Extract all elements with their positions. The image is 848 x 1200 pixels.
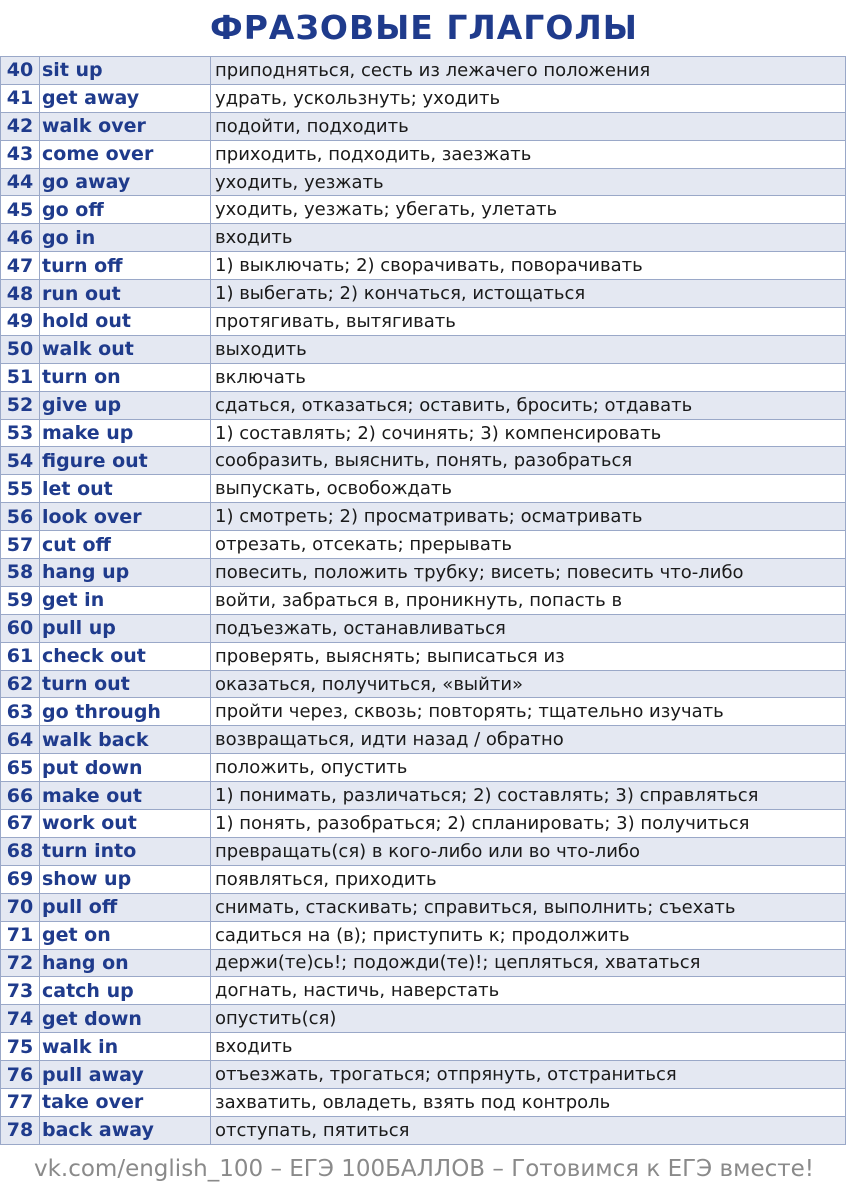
row-number: 44 xyxy=(1,169,40,196)
row-number: 74 xyxy=(1,1005,40,1032)
table-row xyxy=(1,1005,846,1033)
row-number: 67 xyxy=(1,810,40,837)
row-number: 62 xyxy=(1,671,40,698)
phrasal-verb: get on xyxy=(40,922,211,949)
verb-translation: сдаться, отказаться; оставить, бросить; отдавать xyxy=(211,392,846,419)
table-row xyxy=(1,420,846,448)
phrasal-verb: get away xyxy=(40,85,211,112)
row-number: 61 xyxy=(1,643,40,670)
verb-translation: отрезать, отсекать; прерывать xyxy=(211,531,846,558)
table-row xyxy=(1,57,846,85)
phrasal-verb: cut off xyxy=(40,531,211,558)
row-number: 71 xyxy=(1,922,40,949)
verb-translation: 1) выбегать; 2) кончаться, истощаться xyxy=(211,280,846,307)
table-row xyxy=(1,531,846,559)
table-row xyxy=(1,587,846,615)
verb-translation: выходить xyxy=(211,336,846,363)
row-number: 48 xyxy=(1,280,40,307)
table-row xyxy=(1,252,846,280)
table-row xyxy=(1,475,846,503)
page-title: ФРАЗОВЫЕ ГЛАГОЛЫ xyxy=(210,8,638,47)
phrasal-verb: go in xyxy=(40,224,211,251)
row-number: 66 xyxy=(1,782,40,809)
row-number: 60 xyxy=(1,615,40,642)
verb-translation: оказаться, получиться, «выйти» xyxy=(211,671,846,698)
row-number: 58 xyxy=(1,559,40,586)
row-number: 50 xyxy=(1,336,40,363)
table-row xyxy=(1,169,846,197)
phrasal-verbs-table xyxy=(0,56,846,1145)
phrasal-verb: go through xyxy=(40,698,211,725)
verb-translation: протягивать, вытягивать xyxy=(211,308,846,335)
table-row xyxy=(1,698,846,726)
verb-translation: входить xyxy=(211,1033,846,1060)
phrasal-verb: put down xyxy=(40,754,211,781)
verb-translation: сообразить, выяснить, понять, разобраться xyxy=(211,447,846,474)
verb-translation: положить, опустить xyxy=(211,754,846,781)
footer-credit: vk.com/english_100 – ЕГЭ 100БАЛЛОВ – Готовимся к ЕГЭ вместе! xyxy=(33,1156,815,1182)
verb-translation: 1) выключать; 2) сворачивать, поворачивать xyxy=(211,252,846,279)
verb-translation: включать xyxy=(211,364,846,391)
table-row xyxy=(1,141,846,169)
row-number: 70 xyxy=(1,894,40,921)
phrasal-verb: pull away xyxy=(40,1061,211,1088)
row-number: 43 xyxy=(1,141,40,168)
table-row xyxy=(1,224,846,252)
phrasal-verb: turn out xyxy=(40,671,211,698)
row-number: 55 xyxy=(1,475,40,502)
verb-translation: догнать, настичь, наверстать xyxy=(211,977,846,1004)
phrasal-verb: hold out xyxy=(40,308,211,335)
verb-translation: удрать, ускользнуть; уходить xyxy=(211,85,846,112)
phrasal-verb: turn into xyxy=(40,838,211,865)
table-row xyxy=(1,838,846,866)
phrasal-verb: walk out xyxy=(40,336,211,363)
phrasal-verb: hang on xyxy=(40,950,211,977)
verb-translation: повесить, положить трубку; висеть; повесить что-либо xyxy=(211,559,846,586)
verb-translation: отступать, пятиться xyxy=(211,1117,846,1144)
table-row xyxy=(1,866,846,894)
table-row xyxy=(1,364,846,392)
phrasal-verb: walk in xyxy=(40,1033,211,1060)
verb-translation: 1) понять, разобраться; 2) спланировать; 3) получиться xyxy=(211,810,846,837)
phrasal-verb: look over xyxy=(40,503,211,530)
table-row xyxy=(1,308,846,336)
verb-translation: возвращаться, идти назад / обратно xyxy=(211,726,846,753)
phrasal-verb: pull off xyxy=(40,894,211,921)
phrasal-verb: sit up xyxy=(40,57,211,84)
verb-translation: 1) понимать, различаться; 2) составлять; 3) справляться xyxy=(211,782,846,809)
phrasal-verb: come over xyxy=(40,141,211,168)
table-row xyxy=(1,113,846,141)
table-row xyxy=(1,1061,846,1089)
verb-translation: снимать, стаскивать; справиться, выполнить; съехать xyxy=(211,894,846,921)
row-number: 45 xyxy=(1,196,40,223)
row-number: 59 xyxy=(1,587,40,614)
phrasal-verb: go off xyxy=(40,196,211,223)
verb-translation: превращать(ся) в кого-либо или во что-либо xyxy=(211,838,846,865)
phrasal-verb: make up xyxy=(40,420,211,447)
table-row xyxy=(1,894,846,922)
verb-translation: пройти через, сквозь; повторять; тщательно изучать xyxy=(211,698,846,725)
row-number: 76 xyxy=(1,1061,40,1088)
row-number: 54 xyxy=(1,447,40,474)
table-row xyxy=(1,643,846,671)
phrasal-verb: back away xyxy=(40,1117,211,1144)
table-row xyxy=(1,782,846,810)
verb-translation: выпускать, освобождать xyxy=(211,475,846,502)
phrasal-verb: turn on xyxy=(40,364,211,391)
row-number: 77 xyxy=(1,1089,40,1116)
verb-translation: появляться, приходить xyxy=(211,866,846,893)
row-number: 64 xyxy=(1,726,40,753)
row-number: 68 xyxy=(1,838,40,865)
row-number: 41 xyxy=(1,85,40,112)
table-row xyxy=(1,336,846,364)
row-number: 73 xyxy=(1,977,40,1004)
row-number: 46 xyxy=(1,224,40,251)
table-row xyxy=(1,1117,846,1145)
table-row xyxy=(1,503,846,531)
row-number: 40 xyxy=(1,57,40,84)
phrasal-verb: catch up xyxy=(40,977,211,1004)
table-row xyxy=(1,280,846,308)
table-row xyxy=(1,726,846,754)
phrasal-verb: walk back xyxy=(40,726,211,753)
table-row xyxy=(1,559,846,587)
verb-translation: войти, забраться в, проникнуть, попасть в xyxy=(211,587,846,614)
verb-translation: отъезжать, трогаться; отпрянуть, отстраниться xyxy=(211,1061,846,1088)
verb-translation: захватить, овладеть, взять под контроль xyxy=(211,1089,846,1116)
table-row xyxy=(1,950,846,978)
verb-translation: приходить, подходить, заезжать xyxy=(211,141,846,168)
row-number: 63 xyxy=(1,698,40,725)
phrasal-verb: walk over xyxy=(40,113,211,140)
row-number: 72 xyxy=(1,950,40,977)
row-number: 53 xyxy=(1,420,40,447)
row-number: 51 xyxy=(1,364,40,391)
table-row xyxy=(1,615,846,643)
phrasal-verb: turn off xyxy=(40,252,211,279)
table-row xyxy=(1,977,846,1005)
verb-translation: входить xyxy=(211,224,846,251)
phrasal-verb: give up xyxy=(40,392,211,419)
phrasal-verb: run out xyxy=(40,280,211,307)
verb-translation: подойти, подходить xyxy=(211,113,846,140)
table-row xyxy=(1,392,846,420)
phrasal-verb: go away xyxy=(40,169,211,196)
row-number: 49 xyxy=(1,308,40,335)
table-row xyxy=(1,810,846,838)
table-row xyxy=(1,754,846,782)
table-row xyxy=(1,447,846,475)
row-number: 56 xyxy=(1,503,40,530)
phrasal-verb: make out xyxy=(40,782,211,809)
verb-translation: подъезжать, останавливаться xyxy=(211,615,846,642)
verb-translation: 1) составлять; 2) сочинять; 3) компенсировать xyxy=(211,420,846,447)
phrasal-verb: let out xyxy=(40,475,211,502)
row-number: 75 xyxy=(1,1033,40,1060)
row-number: 78 xyxy=(1,1117,40,1144)
row-number: 47 xyxy=(1,252,40,279)
phrasal-verb: get in xyxy=(40,587,211,614)
table-row xyxy=(1,85,846,113)
row-number: 42 xyxy=(1,113,40,140)
verb-translation: уходить, уезжать xyxy=(211,169,846,196)
table-row xyxy=(1,671,846,699)
verb-translation: приподняться, сесть из лежачего положения xyxy=(211,57,846,84)
verb-translation: проверять, выяснять; выписаться из xyxy=(211,643,846,670)
row-number: 52 xyxy=(1,392,40,419)
row-number: 69 xyxy=(1,866,40,893)
phrasal-verb: show up xyxy=(40,866,211,893)
verb-translation: 1) смотреть; 2) просматривать; осматривать xyxy=(211,503,846,530)
verb-translation: садиться на (в); приступить к; продолжить xyxy=(211,922,846,949)
verb-translation: уходить, уезжать; убегать, улетать xyxy=(211,196,846,223)
row-number: 57 xyxy=(1,531,40,558)
phrasal-verb: get down xyxy=(40,1005,211,1032)
phrasal-verb: figure out xyxy=(40,447,211,474)
row-number: 65 xyxy=(1,754,40,781)
phrasal-verb: work out xyxy=(40,810,211,837)
phrasal-verb: check out xyxy=(40,643,211,670)
verb-translation: опустить(ся) xyxy=(211,1005,846,1032)
phrasal-verb: hang up xyxy=(40,559,211,586)
table-row xyxy=(1,196,846,224)
phrasal-verb: take over xyxy=(40,1089,211,1116)
table-row xyxy=(1,922,846,950)
table-row xyxy=(1,1089,846,1117)
table-row xyxy=(1,1033,846,1061)
phrasal-verb: pull up xyxy=(40,615,211,642)
verb-translation: держи(те)сь!; подожди(те)!; цепляться, хвататься xyxy=(211,950,846,977)
